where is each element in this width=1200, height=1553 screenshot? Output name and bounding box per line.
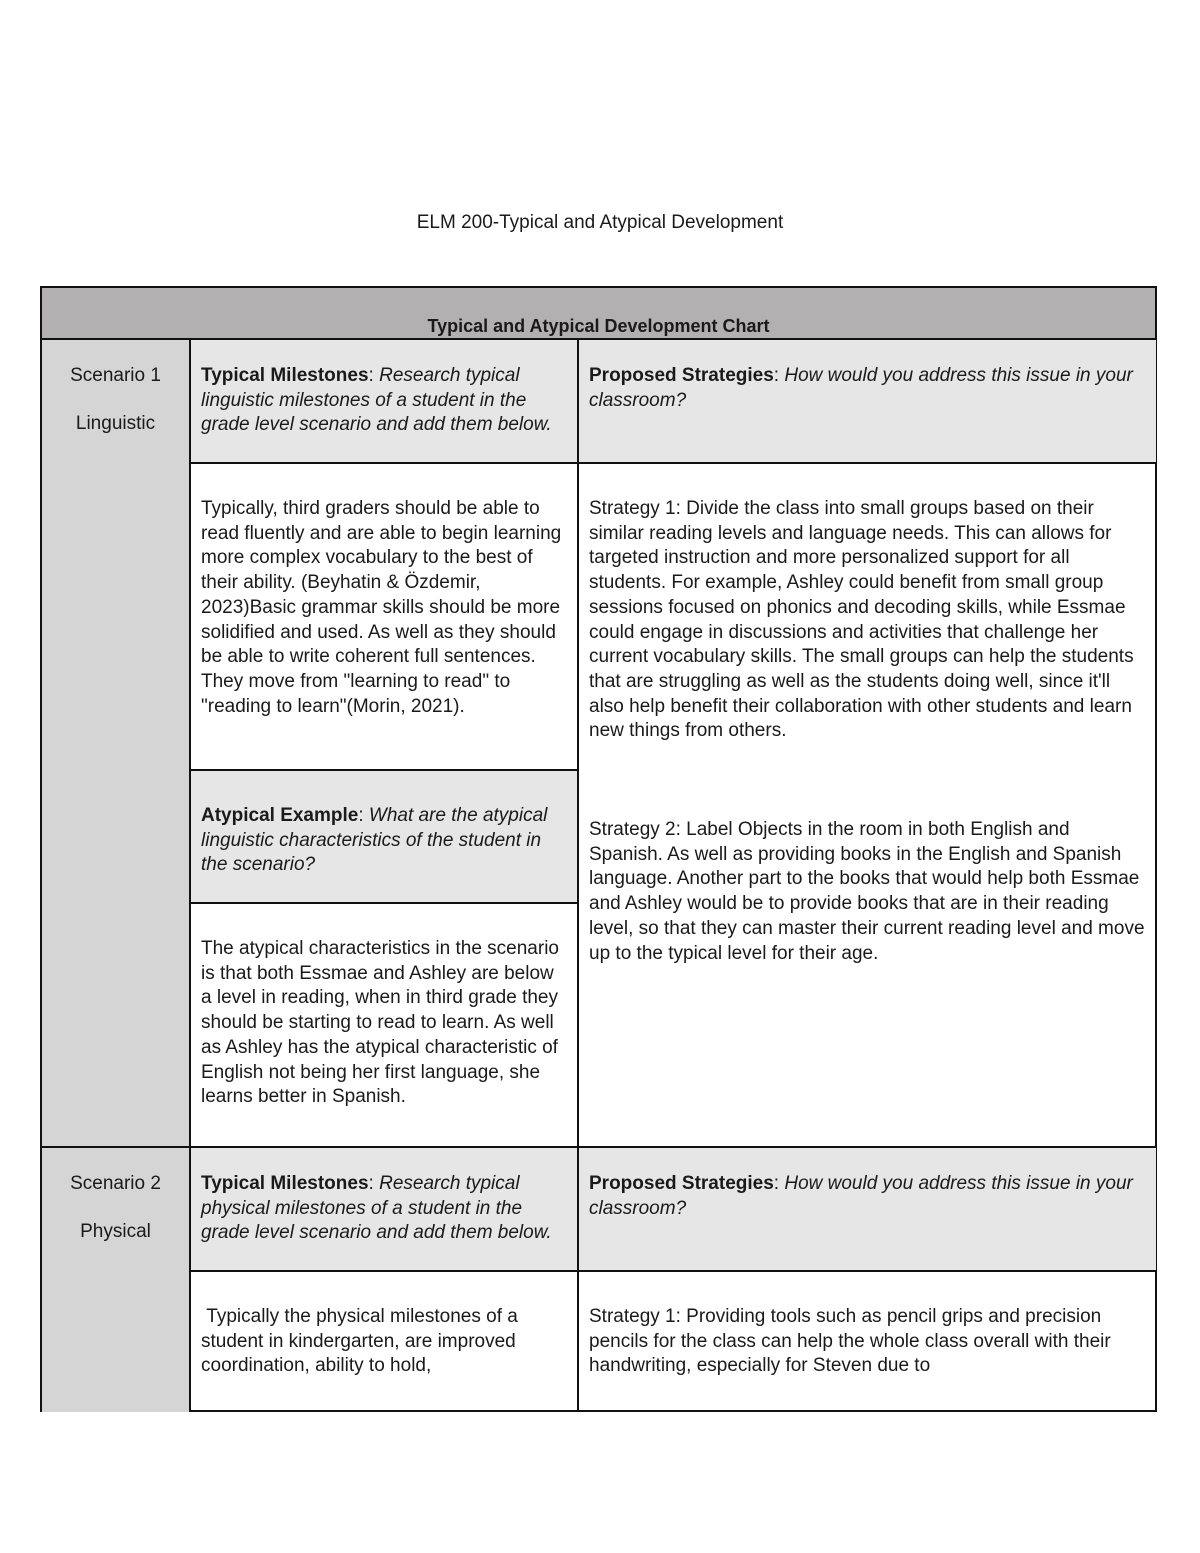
- proposed-strategies-prompt: How would you address this issue in your classroom?: [589, 1173, 1133, 1219]
- document-title: ELM 200-Typical and Atypical Development: [416, 212, 784, 233]
- typical-milestones-prompt: Research typical linguistic milestones of a student in the grade level scenario and add them below.: [201, 365, 552, 436]
- scenario-1-number: Scenario 1: [70, 365, 161, 386]
- proposed-strategies-prompt: How would you address this issue in your classroom?: [589, 365, 1133, 411]
- scenario-1-label-cell: [42, 340, 191, 1148]
- typical-milestones-response: Typically the physical milestones of a student in kindergarten, are improved coordination, ability to hold,: [201, 1306, 524, 1377]
- development-chart-table: [40, 286, 1157, 1412]
- scenario-1-atypical-response-cell: [191, 904, 579, 1148]
- typical-milestones-label: Typical Milestones: [201, 1173, 369, 1194]
- chart-header-text: Typical and Atypical Development Chart: [427, 316, 770, 336]
- scenario-1-typical-prompt-cell: Typical Milestones: Research typical linguistic milestones of a student in the grade level scenario and add them below.: [191, 340, 579, 464]
- atypical-example-label: Atypical Example: [201, 805, 359, 826]
- scenario-2-type: Physical: [80, 1221, 151, 1242]
- scenario-1-type: Linguistic: [75, 413, 156, 434]
- strategy-2-text: Strategy 2: Label Objects in the room in both English and Spanish. As well as providing books in the English and Spanish language. Another part to the books that would help both Essmae and Ashley would be to provide books that are in their reading level, so that they can master their current reading level and move up to the typical level for their age.: [589, 819, 1145, 964]
- atypical-example-response: The atypical characteristics in the scenario is that both Essmae and Ashley are below a level in reading, when in third grade they should be starting to read to learn. As well as Ashley has the atypical characteristic of English not being her first language, she learns better in Spanish.: [201, 938, 559, 1108]
- typical-milestones-response: Typically, third graders should be able to read fluently and are able to begin learning more complex vocabulary to the best of their ability. (Beyhatin & Özdemir, 2023)Basic grammar skills should be more solidified and used. As well as they should be able to write coherent full sentences. They move from "learning to read" to "reading to learn"(Morin, 2021).: [201, 498, 562, 717]
- typical-milestones-label: Typical Milestones: [201, 365, 369, 386]
- scenario-1-typical-response-cell: [191, 464, 579, 771]
- strategy-1-text: Strategy 1: Divide the class into small groups based on their similar reading levels and language needs. This can allows for targeted instruction and more personalized support for all students. For example, Ashley could benefit from small group sessions focused on phonics and decoding skills, while Essmae could engage in discussions and activities that challenge her current vocabulary skills. The small groups can help the students that are struggling as well as the students doing well, since it'll also help benefit their collaboration with other students and learn new things from others.: [589, 498, 1134, 742]
- scenario-2-strategies-response-cell: [579, 1272, 1156, 1412]
- proposed-strategies-label: Proposed Strategies: [589, 1173, 774, 1194]
- scenario-1-atypical-prompt-cell: Atypical Example: What are the atypical linguistic characteristics of the student in the scenario?: [191, 771, 579, 904]
- scenario-1-strategies-response-cell: [579, 464, 1156, 1148]
- scenario-2-typical-response-cell: [191, 1272, 579, 1412]
- scenario-2-strategies-prompt-cell: Proposed Strategies: How would you address this issue in your classroom?: [579, 1148, 1156, 1272]
- scenario-1-strategies-prompt-cell: Proposed Strategies: How would you address this issue in your classroom?: [579, 340, 1156, 464]
- atypical-example-prompt: What are the atypical linguistic characteristics of the student in the scenario?: [201, 805, 548, 876]
- scenario-2-label-cell: [42, 1148, 191, 1412]
- strategy-1-text: Strategy 1: Providing tools such as pencil grips and precision pencils for the class can help the whole class overall with their handwriting, especially for Steven due to: [589, 1306, 1111, 1377]
- scenario-2-typical-prompt-cell: Typical Milestones: Research typical physical milestones of a student in the grade level scenario and add them below.: [191, 1148, 579, 1272]
- typical-milestones-prompt: Research typical physical milestones of a student in the grade level scenario and add them below.: [201, 1173, 552, 1244]
- proposed-strategies-label: Proposed Strategies: [589, 365, 774, 386]
- chart-header: [42, 288, 1155, 340]
- scenario-2-number: Scenario 2: [70, 1173, 161, 1194]
